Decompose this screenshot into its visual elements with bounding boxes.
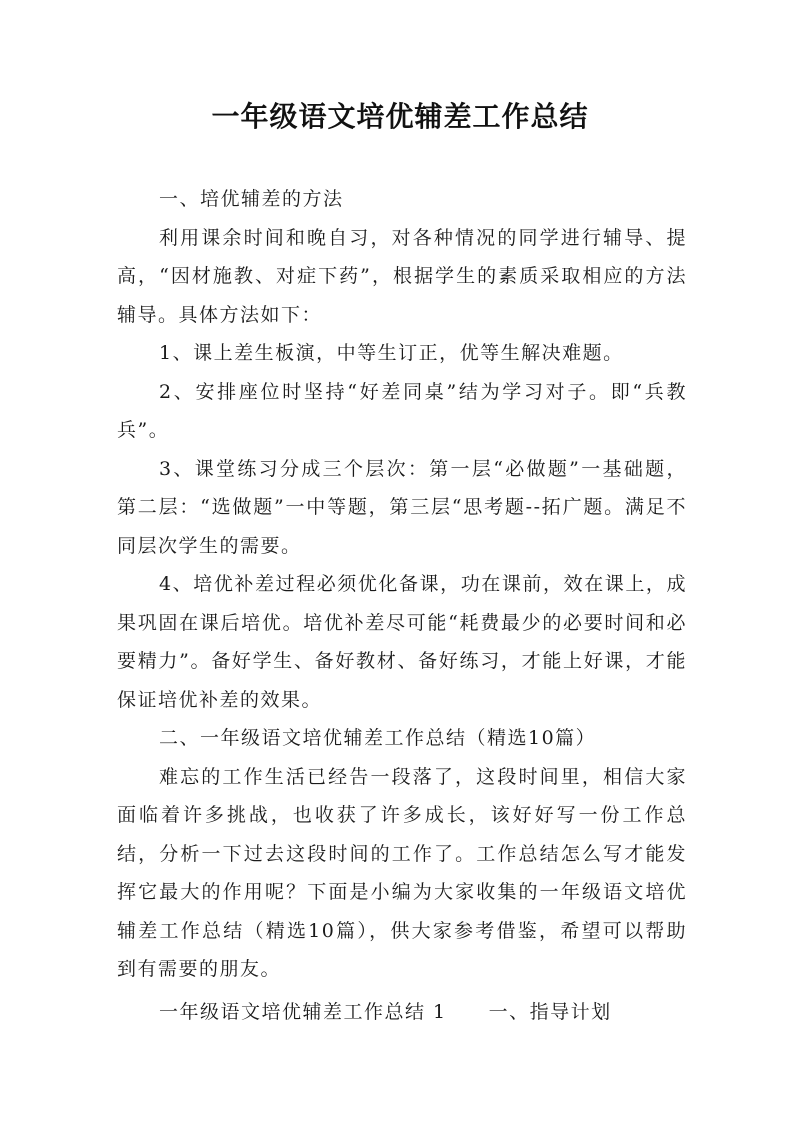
- document-title: 一年级语文培优辅差工作总结: [211, 100, 589, 133]
- summary-heading-left: 一年级语文培优辅差工作总结 1: [159, 1000, 447, 1023]
- summary-heading-line: [117, 993, 687, 1032]
- document-body: [117, 180, 687, 1031]
- paragraph-intro: 利用课余时间和晚自习，对各种情况的同学进行辅导、提高，“因材施教、对症下药”，根据学生的素质采取相应的方法辅导。具体方法如下：: [117, 226, 687, 326]
- paragraph-summary-intro: 难忘的工作生活已经告一段落了，这段时间里，相信大家面临着许多挑战，也收获了许多成长，该好好写一份工作总结，分析一下过去这段时间的工作了。工作总结怎么写才能发挥它最大的作用呢？下面是小编为大家收集的一年级语文培优辅差工作总结（精选10篇），供大家参考借鉴，希望可以帮助到有需要的朋友。: [117, 765, 687, 980]
- list-item-2: 2、安排座位时坚持“好差同桌”结为学习对子。即“兵教兵”。: [117, 380, 687, 441]
- section-heading-methods: 一、培优辅差的方法: [159, 188, 344, 210]
- list-item-3: 3、课堂练习分成三个层次：第一层“必做题”一基础题，第二层：“选做题”一中等题，第三层“思考题--拓广题。满足不同层次学生的需要。: [117, 457, 687, 557]
- list-item-4: 4、培优补差过程必须优化备课，功在课前，效在课上，成果巩固在课后培优。培优补差尽可能“耗费最少的必要时间和必要精力”。备好学生、备好教材、备好练习，才能上好课，才能保证培优补差的效果。: [117, 573, 687, 711]
- summary-heading-right: 一、指导计划: [488, 1000, 612, 1023]
- section-heading-summary: 二、一年级语文培优辅差工作总结（精选10篇）: [159, 727, 597, 749]
- list-item-1: 1、课上差生板演，中等生订正，优等生解决难题。: [159, 342, 624, 364]
